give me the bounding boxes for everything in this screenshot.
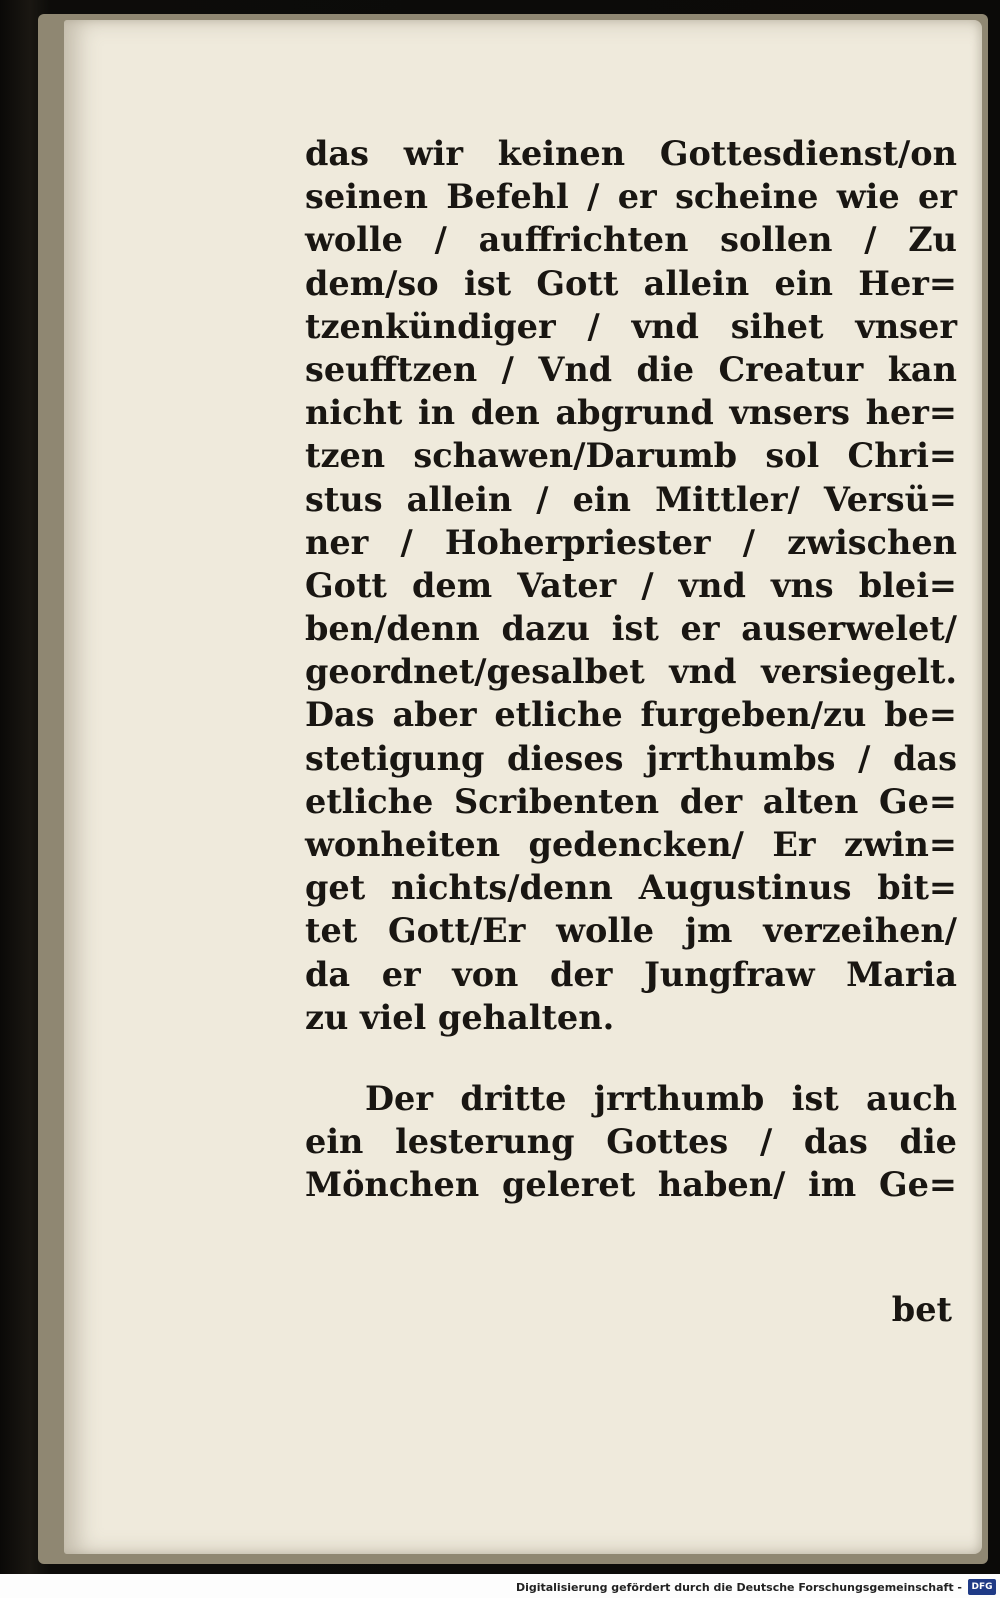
text-line: get nichts/denn Augustinus bit= [305, 868, 957, 908]
book-page [64, 20, 982, 1554]
text-line: seinen Befehl / er scheine wie er [305, 177, 957, 217]
text-line: stetigung dieses jrrthumbs / das [305, 738, 957, 778]
text-line: wonheiten gedencken/ Er zwin= [305, 825, 957, 864]
text-line: geordnet/gesalbet vnd versiegelt. [305, 652, 957, 692]
paragraph-gap [305, 1039, 957, 1077]
text-line: seufftzen / Vnd die Creatur kan [305, 349, 957, 389]
funding-credit: Digitalisierung gefördert durch die Deutsche Forschungsgemeinschaft - [515, 1581, 962, 1594]
text-line: wolle / auffrichten sollen / Zu [305, 220, 957, 260]
catchword: bet [891, 1290, 952, 1329]
dfg-logo: DFG [968, 1579, 996, 1595]
text-line: Der dritte jrrthumb ist auch [365, 1078, 957, 1118]
footer-bar [0, 1574, 1000, 1598]
text-line: ner / Hoherpriester / zwischen [305, 522, 957, 562]
text-line: nicht in den abgrund vnsers her= [305, 393, 957, 433]
text-line: da er von der Jungfraw Maria [305, 954, 957, 994]
text-line: tzen schawen/Darumb sol Chri= [305, 436, 957, 476]
text-line: Gott dem Vater / vnd vns blei= [305, 565, 957, 605]
text-line: tzenkündiger / vnd sihet vnser [305, 306, 957, 346]
text-line: ben/denn dazu ist er auserwelet/ [305, 609, 957, 649]
text-line: Mönchen geleret haben/ im Ge= [305, 1165, 957, 1205]
text-line: das wir keinen Gottesdienst/on [305, 134, 957, 173]
page-text-block [305, 132, 957, 1207]
text-line: tet Gott/Er wolle jm verzeihen/ [305, 911, 957, 951]
text-line: etliche Scribenten der alten Ge= [305, 781, 957, 821]
text-line: Das aber etliche furgeben/zu be= [305, 695, 957, 735]
text-line: stus allein / ein Mittler/ Versü= [305, 479, 957, 519]
text-line: ein lesterung Gottes / das die [305, 1122, 957, 1162]
text-line: dem/so ist Gott allein ein Her= [305, 263, 957, 303]
text-line: zu viel gehalten. [305, 997, 615, 1037]
